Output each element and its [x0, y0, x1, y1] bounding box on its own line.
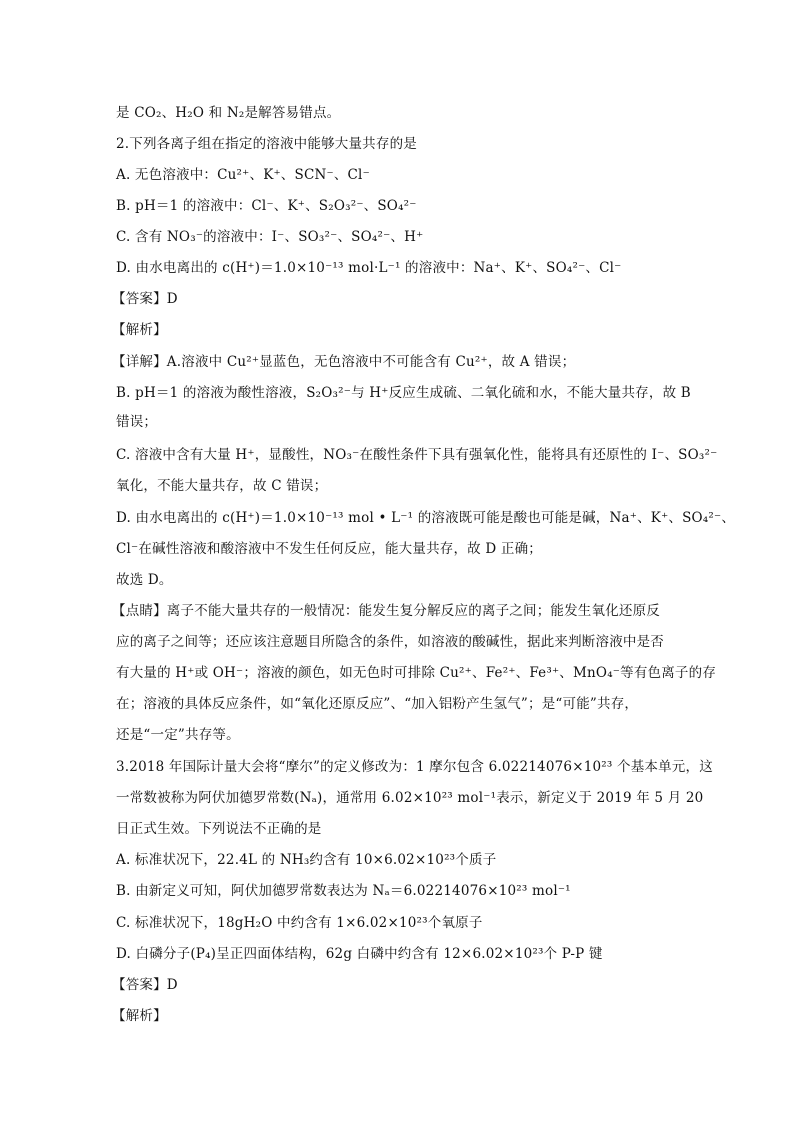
question-3-stem-1: 3.2018 年国际计量大会将“摩尔”的定义修改为：1 摩尔包含 6.02214076×10²³ 个基本单元，这	[116, 759, 713, 775]
question-3-stem-2: 一常数被称为阿伏加德罗常数(Nₐ)，通常用 6.02×10²³ mol⁻¹表示，新定义于 2019 年 5 月 20	[116, 790, 704, 806]
analysis-label-2: 【解析】	[112, 1008, 167, 1024]
tip-line-1: 【点睛】离子不能大量共存的一般情况：能发生复分解反应的离子之间；能发生氧化还原反	[112, 603, 660, 619]
question-2-option-c: C. 含有 NO₃⁻的溶液中：I⁻、SO₃²⁻、SO₄²⁻、H⁺	[116, 229, 424, 245]
detail-line-6: D. 由水电离出的 c(H⁺)＝1.0×10⁻¹³ mol • L⁻¹ 的溶液既可能是酸也可能是碱，Na⁺、K⁺、SO₄²⁻、	[116, 510, 736, 526]
question-2-option-a: A. 无色溶液中：Cu²⁺、K⁺、SCN⁻、Cl⁻	[116, 167, 370, 183]
question-2-option-d: D. 由水电离出的 c(H⁺)＝1.0×10⁻¹³ mol·L⁻¹ 的溶液中：Na⁺、K⁺、SO₄²⁻、Cl⁻	[116, 260, 622, 276]
detail-line-7: Cl⁻在碱性溶液和酸溶液中不发生任何反应，能大量共存，故 D 正确；	[116, 541, 542, 557]
conclusion-line: 故选 D。	[116, 572, 173, 588]
tip-line-3: 有大量的 H⁺或 OH⁻；溶液的颜色，如无色时可排除 Cu²⁺、Fe²⁺、Fe³⁺、MnO₄⁻等有色离子的存	[116, 665, 717, 681]
detail-line-3: 错误；	[116, 414, 158, 430]
question-3-option-b: B. 由新定义可知，阿伏加德罗常数表达为 Nₐ＝6.02214076×10²³ mol⁻¹	[116, 883, 571, 899]
detail-line-2: B. pH＝1 的溶液为酸性溶液，S₂O₃²⁻与 H⁺反应生成硫、二氧化硫和水，不能大量共存，故 B	[116, 385, 691, 401]
question-2-stem: 2.下列各离子组在指定的溶液中能够大量共存的是	[116, 136, 417, 152]
text-line-1: 是 CO₂、H₂O 和 N₂是解答易错点。	[116, 105, 341, 121]
detail-line-5: 氧化，不能大量共存，故 C 错误；	[116, 478, 328, 494]
question-2-option-b: B. pH＝1 的溶液中：Cl⁻、K⁺、S₂O₃²⁻、SO₄²⁻	[116, 198, 417, 214]
detail-line-1: 【详解】A.溶液中 Cu²⁺显蓝色，无色溶液中不可能含有 Cu²⁺，故 A 错误；	[112, 354, 576, 370]
tip-line-5: 还是“一定”共存等。	[116, 727, 240, 743]
question-3-option-d: D. 白磷分子(P₄)呈正四面体结构，62g 白磷中约含有 12×6.02×10²³个 P-P 键	[116, 946, 603, 962]
question-3-option-c: C. 标准状况下，18gH₂O 中约含有 1×6.02×10²³个氧原子	[116, 915, 483, 931]
question-3-stem-3: 日正式生效。下列说法不正确的是	[116, 821, 322, 837]
detail-line-4: C. 溶液中含有大量 H⁺，显酸性，NO₃⁻在酸性条件下具有强氧化性，能将具有还原性的 I⁻、SO₃²⁻	[116, 447, 718, 463]
answer-label-2: 【答案】D	[112, 977, 178, 993]
tip-line-4: 在；溶液的具体反应条件，如“氧化还原反应”、“加入铝粉产生氢气”；是“可能”共存，	[116, 696, 639, 712]
answer-label: 【答案】D	[112, 291, 178, 307]
tip-line-2: 应的离子之间等；还应该注意题目所隐含的条件，如溶液的酸碱性，据此来判断溶液中是否	[116, 634, 664, 650]
analysis-label: 【解析】	[112, 322, 167, 338]
question-3-option-a: A. 标准状况下，22.4L 的 NH₃约含有 10×6.02×10²³个质子	[116, 852, 497, 868]
